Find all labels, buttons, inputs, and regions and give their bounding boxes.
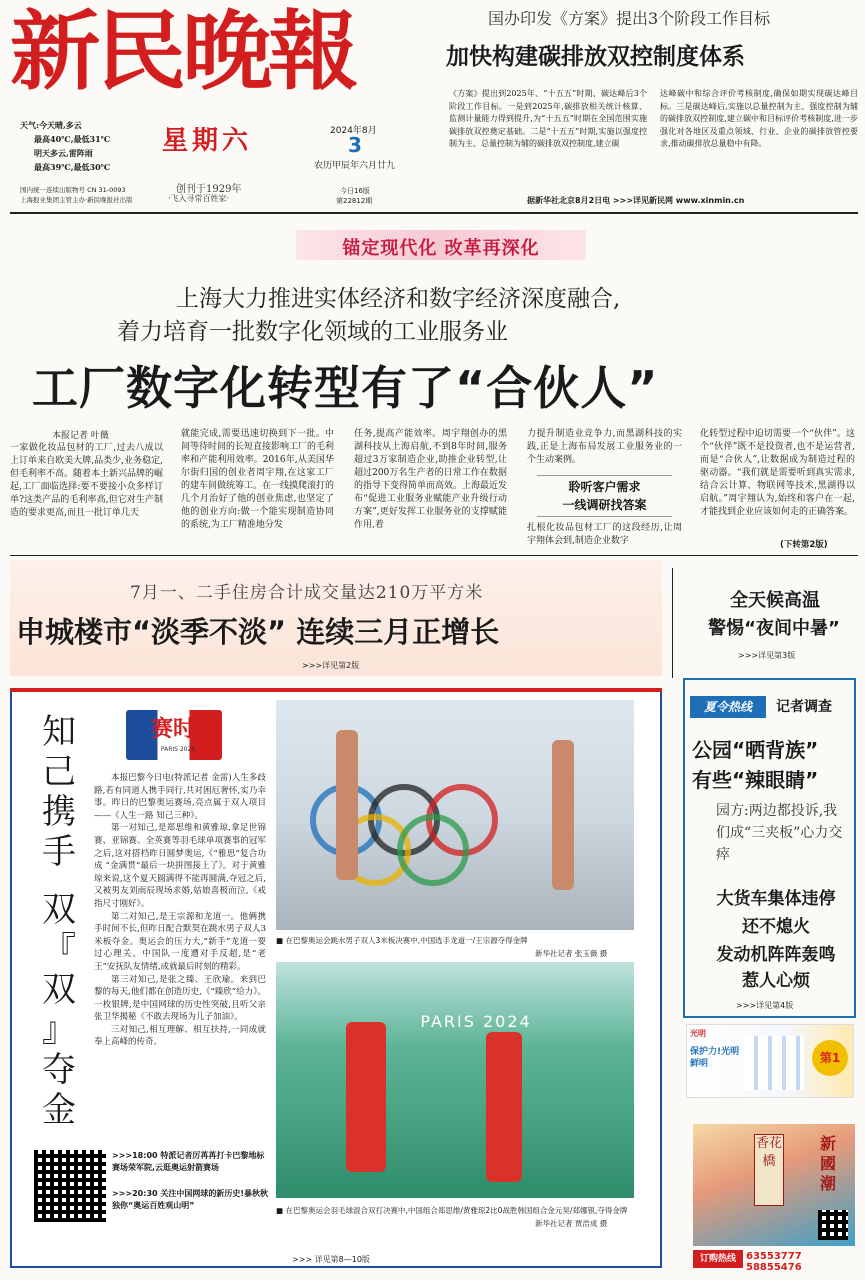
registration-line: 国内统一连续出版物号 CN 31-0093 [20,186,126,194]
order-phone[interactable]: 63553777 58855476 [746,1251,802,1273]
player-figure [346,1022,386,1172]
lead-col4b: 扎根化妆品包材工厂的这段经历,让周宇翔体会到,制造企业数字 [527,523,682,546]
lead-col4a: 力提升制造业竞争力,而黑湖科技的实践,正是上海布局发展工业服务业的一个生动案例。 [527,429,682,465]
diver-figure [336,730,358,880]
diver-figure [552,740,574,890]
olympics-dateline: 本报巴黎今日电(特派记者 金雷)人生多歧路,若有同道人携手同行,共对困厄奢怀,实乃幸事。昨日的巴黎奥运赛场,亮点属于双人项目——《人生一路 知己三种》。 [94,773,266,821]
registration-line: 上海报业集团主管主办·新民晚报社出版 [20,196,133,204]
lead-banner: 锚定现代化 改革再深化 [342,238,540,259]
olympics-p3: 第三对知己,是张之臻、王欣瑜。来到巴黎的每天,他们都在创造历史,《“臻欣”给力》。一枚银牌,是中国网球的历史性突破,且听父亲张卫华揭秘《不敢去现场为儿子加油》。 [94,974,266,1023]
olympics-jump: >>> 详见第8—10版 [292,1255,370,1264]
hotline-deck-2: 发动机阵阵轰鸣 [716,945,836,965]
credit-1: 新华社记者 张玉薇 摄 [535,949,608,958]
housing-kicker: 7月一、二手住房合计成交量达210万平方米 [130,583,484,603]
dairy-rank-badge: 第1 [812,1040,848,1076]
weekday: 星期六 [162,126,253,156]
divider [10,555,858,556]
top-story-source: 据新华社北京8月2日电 >>>详见新民网 www.xinmin.cn [527,196,745,205]
promo-2: >>>20:30 关注中国网球的新历史!暴秋秋独你“奥运百姓观山明” [112,1189,269,1210]
hotline-deck-1: 大货车集体违停 [716,889,836,909]
date-pages: 今日16版 [340,187,370,195]
date-lunar: 农历甲辰年六月廿九 [314,161,396,171]
housing-jump: >>>详见第2版 [302,661,360,670]
olympics-vertical-title-char: 双 [42,890,76,930]
weather-line: 明天多云,雷阵雨 [34,148,93,158]
divider [10,212,858,214]
opera-title: 香花橋 [754,1134,784,1206]
opera-brand: 新國潮 [820,1134,837,1193]
hotline-headline-1: 公园“晒背族” [692,738,819,762]
date-year-month: 2024年8月 [330,126,377,136]
slogan: ·飞入寻常百姓家· [168,194,230,203]
promo-1: >>>18:00 特派记者厉苒苒打卡巴黎地标赛场荣军院,云逛奥运射箭赛场 [112,1151,265,1172]
hotline-sub: 园方:两边都投诉,我们成“三夹板”心力交瘁 [716,803,843,863]
olympics-frame-top [10,688,662,692]
opera-qr-code[interactable] [818,1210,848,1240]
hotline-jump: >>>详见第4版 [736,1001,794,1010]
olympics-logo-text: 赛时 [150,717,195,742]
olympics-vertical-title-char: 携 [42,792,76,832]
lead-subhead-1: 上海大力推进实体经济和数字经济深度融合, [176,286,621,312]
hotline-deck-1b: 还不熄火 [742,917,810,937]
caption-1: ■ 在巴黎奥运会跳水男子双人3米板决赛中,中国选手龙道一/王宗源夺得金牌 [276,936,528,945]
diving-photo [276,700,634,930]
lead-col2: 就能完成,需要迅速切换到下一批。中间等待时间的长短直接影响工厂的毛利率和产能利用效率。2016年,从美国华尔街归国的创业者周宇翔,在这家工厂的建车间做统筹工。在一线摸爬滚打的几个月治好了他的创业焦虑,也坚定了他的创业方向:做一个能实现制造协同的系统,为工厂精准地分发 [181,429,335,530]
order-label: 订购热线 [693,1250,743,1268]
lead-subhead: 聆听客户需求 一线调研找答案 [537,475,672,517]
olympics-vertical-title-char: 夺 [42,1050,76,1090]
olympics-logo-sub: PARIS 2024 [160,746,196,753]
olympics-vertical-title-char: 』 [42,1010,76,1050]
photo-paris-text: PARIS 2024 [420,1012,532,1031]
weather-line: 天气:今天晴,多云 [20,120,82,130]
dairy-brand: 光明 [690,1029,706,1038]
qr-code[interactable] [34,1150,106,1222]
lead-col3: 任务,提高产能效率。周宇翔创办的黑湖科技从上海启航,不到8年时间,服务超过3万家制造企业,助推企业转型,让超过200万名生产者的日常工作在数据的指导下变得简单而高效。上海最近发布“促进工业服务业赋能产业升级行动方案”,更好发挥工业服务业的支撑赋能作用,着 [354,429,508,530]
hotline-headline-2: 有些“辣眼睛” [692,768,819,792]
olympics-vertical-title-char: 双 [42,970,76,1010]
olympics-vertical-title-char: 知 [42,712,76,752]
olympic-ring [397,814,469,886]
housing-headline: 申城楼市“淡季不淡” 连续三月正增长 [16,615,500,649]
heat-jump: >>>详见第3版 [738,651,796,660]
olympics-p1: 第一对知己,是郑思维和黄雅琼,拿足世锦赛、亚锦赛、全英赛等羽毛球单项赛事的冠军之后,这对搭档昨日圆梦奥运,《“雅思”复合功成 “金满贯”最后一块拼图接上了》。对于黄雅琼来说,这个夏天圆满得不能再圆满,夺冠之后,又被男友刘雨辰现场求婚,姑娘喜极而泣,《戒指尺寸刚好》。 [94,823,266,909]
heat-line1: 全天候高温 [730,590,820,611]
weather-line: 最高40℃,最低31℃ [34,134,111,144]
divider [672,568,673,678]
olympics-p4: 三对知己,相互理解、相互扶持,一同成就奉上高峰的传奇。 [94,1024,266,1048]
olympics-vertical-title [34,712,84,1130]
hotline-tag: 记者调查 [776,699,832,715]
heat-line2: 警惕“夜间中暑” [708,618,840,639]
lead-headline: 工厂数字化转型有了“合伙人” [32,361,659,415]
olympics-vertical-title-char: 己 [42,752,76,792]
lead-col5: 化转型过程中迫切需要一个“伙伴”。这个“伙伴”既不是投资者,也不是运营者,而是“合伙人”,让数据成为制造过程的驱动器。“我们就是需要听到真实需求,结合云计算、物联网等技术,黑湖得以启航。”周宇翔认为,始终和客户在一起,才能找到企业应该如何走的正确答案。 [700,429,855,517]
credit-2: 新华社记者 贾浩成 摄 [535,1219,608,1228]
founded: 创刊于1929年 [176,184,242,195]
olympics-vertical-title-char: 金 [42,1090,76,1130]
lead-jump: (下转第2版) [780,540,828,550]
top-story-kicker: 国办印发《方案》提出3个阶段工作目标 [488,9,771,28]
lead-byline: 本报记者 叶薇 [52,431,109,441]
olympics-article [94,772,266,1049]
olympics-p2: 第二对知己,是王宗源和龙道一。他俩携手时间不长,但昨日配合默契在跳水男子双人3米板夺金。奥运会的压力大,“新手”龙道一要过心理关。中国队一度遭对手反超,是“老王”安抚队友情绪,成就最后时刻的精彩。 [94,911,266,972]
top-story-col1: 《方案》提出到2025年、“十五五”时期、碳达峰后3个阶段工作目标。一是到2025年,碳排放相关统计核算、监测计量能力得到提升,为“十五五”时期在全国范围实施碳排放双控奠定基础。二是“十五五”时期,实施以强度控制为主、总量控制为辅的碳排放双控制度,建立碳 [449,89,647,148]
weather-line: 最高39℃,最低30℃ [34,162,111,172]
top-story-col2: 达峰碳中和综合评价考核制度,确保如期实现碳达峰目标。三是碳达峰后,实施以总量控制为主、强度控制为辅的碳排放双控制度,建立碳中和目标评价考核制度,进一步强化对各地区及重点领域、行业、企业的碳排放管控要求,推动碳排放总量稳中有降。 [660,89,858,148]
lead-subhead-2: 着力培育一批数字化领域的工业服务业 [117,319,508,345]
olympics-vertical-title-char [34,872,84,890]
top-story-headline: 加快构建碳排放双控制度体系 [446,44,745,70]
dairy-slogan: 保护力!光明鲜明 [690,1047,740,1069]
badminton-photo [276,962,634,1198]
date-day: 3 [348,133,362,157]
registration [20,185,170,205]
milk-cartons [744,1036,804,1090]
hotline-brand: 夏令热线 [690,696,766,718]
hotline-deck-2b: 惹人心烦 [742,971,810,991]
weather-box [20,118,160,174]
olympics-vertical-title-char: 『 [42,930,76,970]
masthead-title: 新民晚報 [10,1,355,102]
caption-2: ■ 在巴黎奥运会羽毛球混合双打决赛中,中国组合郑思维/黄雅琼2比0战胜韩国组合金元昊/郑娜银,夺得金牌 [276,1206,628,1215]
lead-col1: 一家做化妆品包材的工厂,过去八成以上订单来自欧美大牌,品类少,业务稳定,但毛利率不高。随着本土新兴品牌的崛起,工厂面临选择:要不要接小众多样订单?这类产品的毛利率高,但它对生产制造的要求更高,而且一批订单几天 [10,443,164,518]
date-issue: 第22812期 [336,197,373,205]
olympics-vertical-title-char: 手 [42,832,76,872]
player-figure [486,1032,522,1182]
